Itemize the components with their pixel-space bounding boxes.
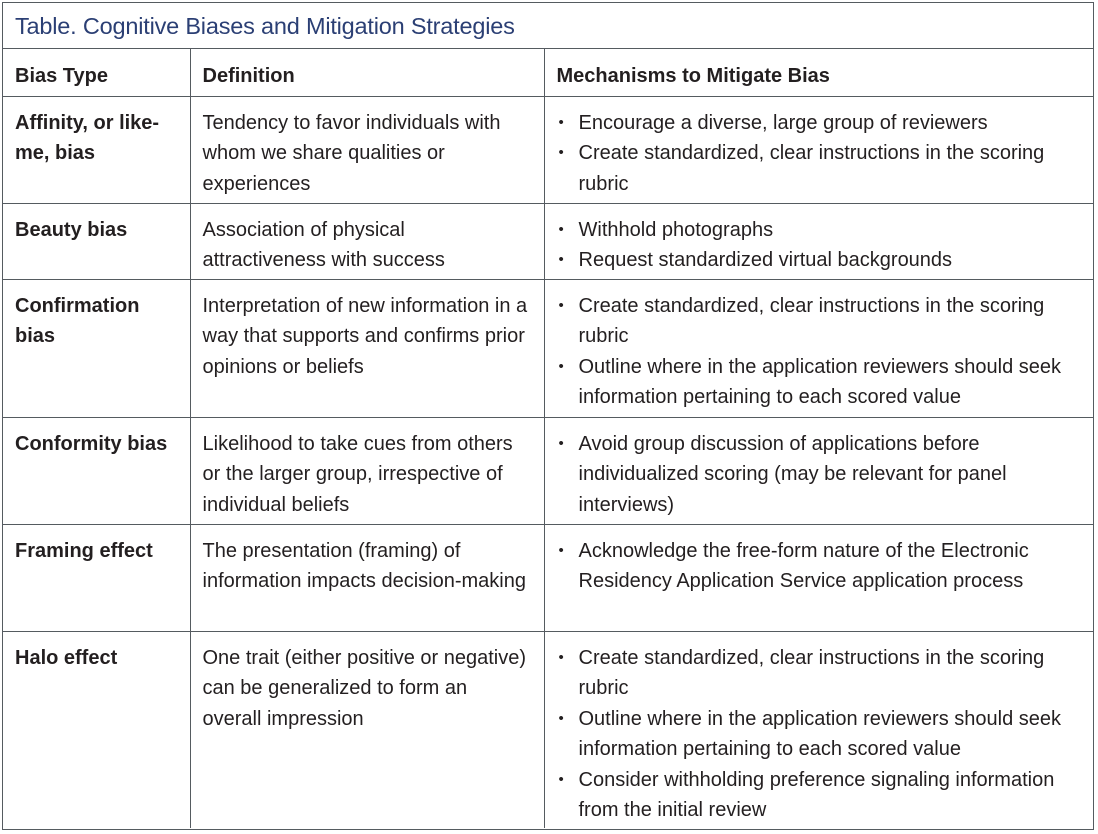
- table-row: [3, 203, 1093, 279]
- mechanism-item: • Withhold photographs: [557, 215, 1082, 246]
- mechanism-item: • Create standardized, clear instructions in the scoring rubric: [557, 291, 1082, 352]
- bias-type-cell: Conformity bias: [3, 417, 190, 524]
- table-row: [3, 631, 1093, 828]
- mechanism-item: • Request standardized virtual backgrounds: [557, 245, 1082, 276]
- bias-type-cell: Halo effect: [3, 631, 190, 828]
- mechanism-item: • Outline where in the application reviewers should seek information pertaining to each scored value: [557, 352, 1082, 413]
- table-row: [3, 96, 1093, 203]
- header-mechanisms: Mechanisms to Mitigate Bias: [544, 49, 1093, 96]
- definition-cell: Tendency to favor individuals with whom we share qualities or experiences: [190, 96, 544, 203]
- mechanism-item: • Consider withholding preference signaling information from the initial review: [557, 765, 1082, 826]
- mechanisms-cell: [544, 96, 1093, 203]
- header-row: [3, 49, 1093, 96]
- mechanism-item: • Encourage a diverse, large group of reviewers: [557, 108, 1082, 139]
- header-definition: Definition: [190, 49, 544, 96]
- definition-cell: Likelihood to take cues from others or the larger group, irrespective of individual beliefs: [190, 417, 544, 524]
- table-title: Table. Cognitive Biases and Mitigation Strategies: [3, 3, 1093, 49]
- table-row: [3, 524, 1093, 631]
- bias-table: [3, 49, 1093, 828]
- definition-cell: The presentation (framing) of information impacts decision-making: [190, 524, 544, 631]
- mechanism-item: • Acknowledge the free-form nature of the Electronic Residency Application Service application process: [557, 536, 1082, 597]
- bias-type-cell: Affinity, or like-me, bias: [3, 96, 190, 203]
- mechanism-item: • Avoid group discussion of applications before individualized scoring (may be relevant for panel interviews): [557, 429, 1082, 521]
- bias-type-cell: Framing effect: [3, 524, 190, 631]
- mechanisms-cell: [544, 631, 1093, 828]
- bias-table-figure: [2, 2, 1094, 830]
- definition-cell: Interpretation of new information in a way that supports and confirms prior opinions or beliefs: [190, 279, 544, 417]
- table-row: [3, 279, 1093, 417]
- mechanisms-cell: [544, 524, 1093, 631]
- mechanisms-cell: [544, 203, 1093, 279]
- bias-type-cell: Beauty bias: [3, 203, 190, 279]
- mechanism-item: • Outline where in the application reviewers should seek information pertaining to each scored value: [557, 704, 1082, 765]
- definition-cell: One trait (either positive or negative) can be generalized to form an overall impression: [190, 631, 544, 828]
- table-row: [3, 417, 1093, 524]
- mechanism-item: • Create standardized, clear instructions in the scoring rubric: [557, 643, 1082, 704]
- definition-cell: Association of physical attractiveness with success: [190, 203, 544, 279]
- mechanism-item: • Create standardized, clear instructions in the scoring rubric: [557, 138, 1082, 199]
- mechanisms-cell: [544, 279, 1093, 417]
- header-bias-type: Bias Type: [3, 49, 190, 96]
- bias-type-cell: Confirmation bias: [3, 279, 190, 417]
- mechanisms-cell: [544, 417, 1093, 524]
